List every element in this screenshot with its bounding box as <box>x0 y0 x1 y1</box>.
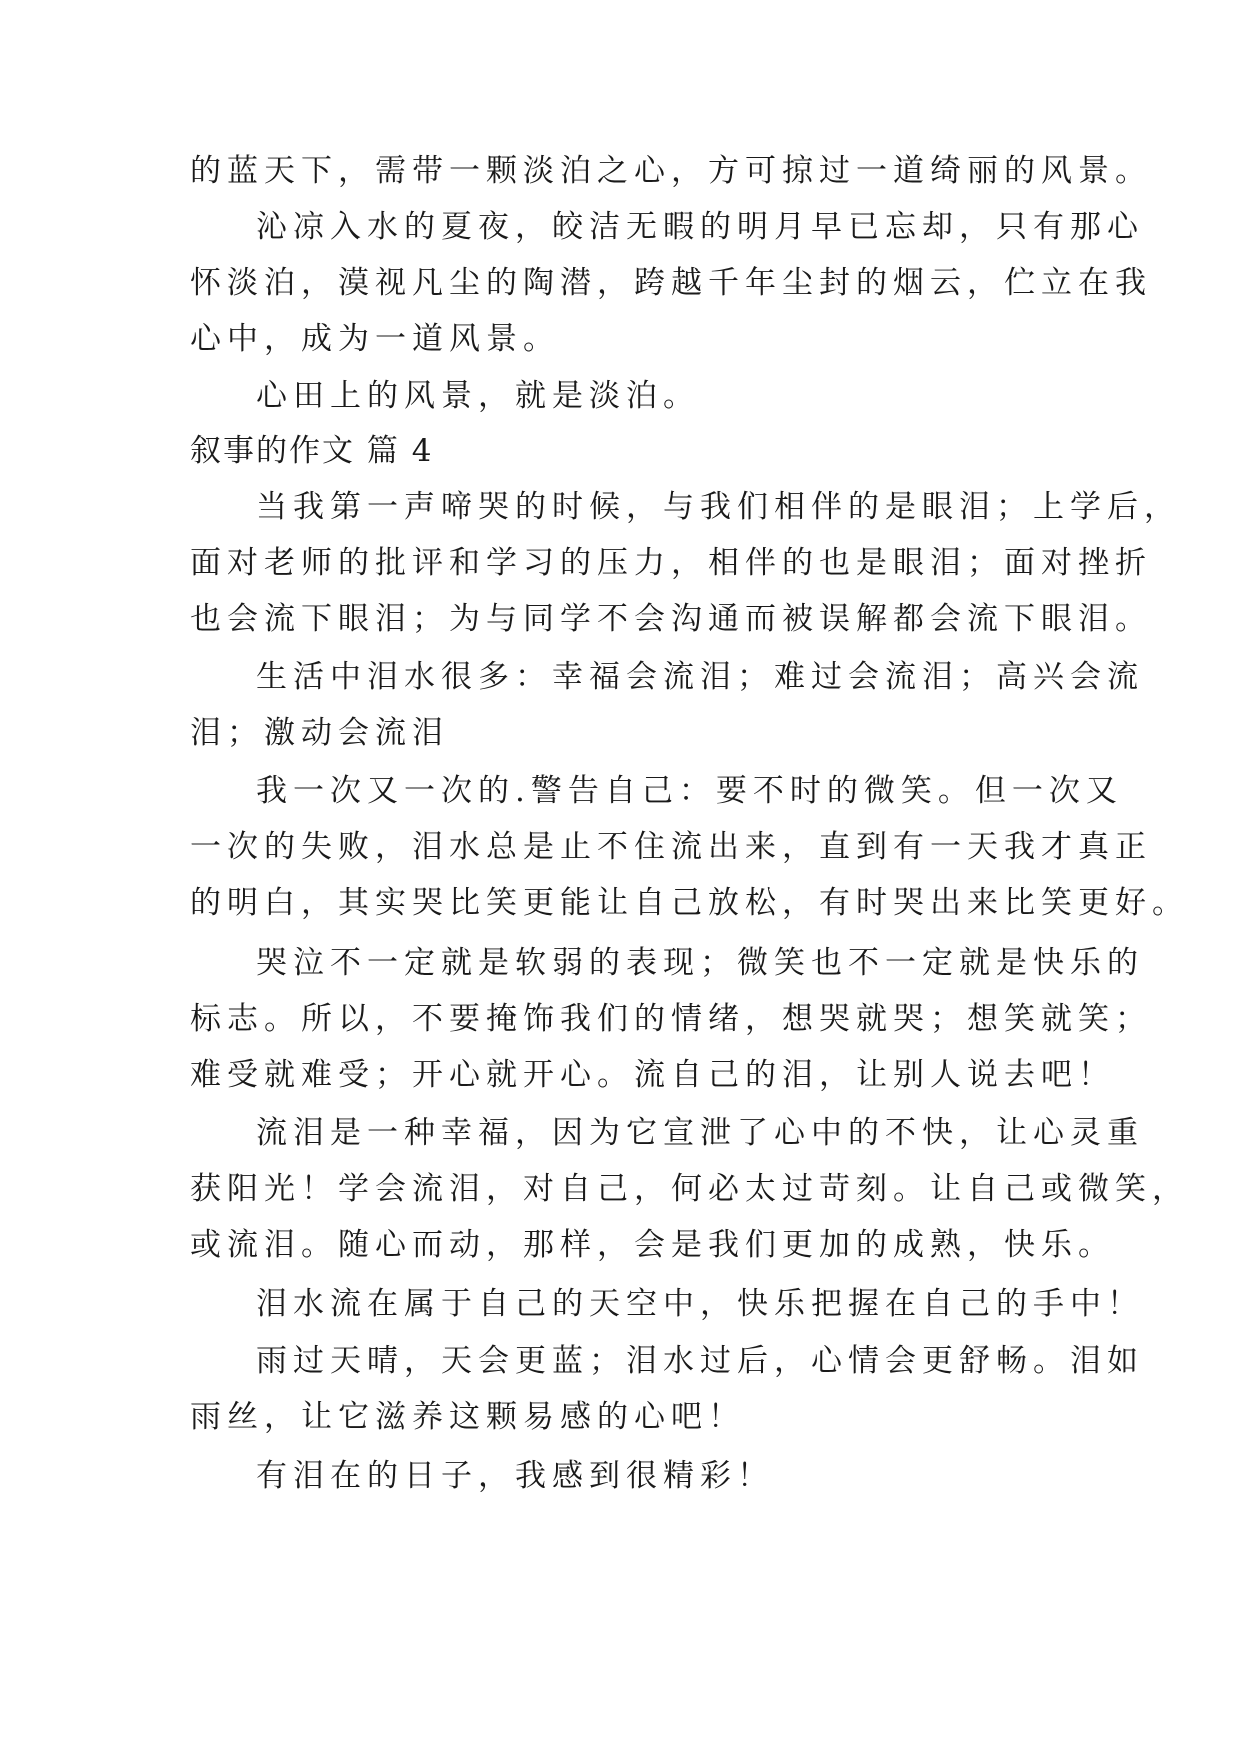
text-line: 我一次又一次的.警告自己：要不时的微笑。但一次又 <box>256 773 1123 809</box>
text-line: 流泪是一种幸福，因为它宣泄了心中的不快，让心灵重 <box>256 1115 1144 1151</box>
text-line: 的蓝天下，需带一颗淡泊之心，方可掠过一道绮丽的风景。 <box>190 153 1152 189</box>
text-line: 沁凉入水的夏夜，皎洁无暇的明月早已忘却，只有那心 <box>256 209 1144 245</box>
text-line: 标志。所以，不要掩饰我们的情绪，想哭就哭；想笑就笑； <box>190 1001 1152 1037</box>
text-line: 哭泣不一定就是软弱的表现；微笑也不一定就是快乐的 <box>256 945 1144 981</box>
text-line: 获阳光！学会流泪，对自己，何必太过苛刻。让自己或微笑， <box>190 1171 1189 1207</box>
text-line: 当我第一声啼哭的时候，与我们相伴的是眼泪；上学后， <box>256 489 1181 525</box>
text-line: 或流泪。随心而动，那样，会是我们更加的成熟，快乐。 <box>190 1227 1115 1263</box>
text-line: 心中，成为一道风景。 <box>190 321 560 357</box>
text-line: 难受就难受；开心就开心。流自己的泪，让别人说去吧！ <box>190 1057 1115 1093</box>
text-line: 怀淡泊，漠视凡尘的陶潜，跨越千年尘封的烟云，伫立在我 <box>190 265 1152 301</box>
text-line: 生活中泪水很多：幸福会流泪；难过会流泪；高兴会流 <box>256 659 1144 695</box>
text-line: 泪；激动会流泪 <box>190 715 449 751</box>
text-line: 的明白，其实哭比笑更能让自己放松，有时哭出来比笑更好。 <box>190 885 1189 921</box>
text-line: 也会流下眼泪；为与同学不会沟通而被误解都会流下眼泪。 <box>190 601 1152 637</box>
text-line: 雨丝，让它滋养这颗易感的心吧！ <box>190 1399 745 1435</box>
text-line: 雨过天晴，天会更蓝；泪水过后，心情会更舒畅。泪如 <box>256 1343 1144 1379</box>
text-line: 面对老师的批评和学习的压力，相伴的也是眼泪；面对挫折 <box>190 545 1152 581</box>
text-line: 有泪在的日子，我感到很精彩！ <box>256 1458 774 1494</box>
text-line: 心田上的风景，就是淡泊。 <box>256 378 700 414</box>
section-heading: 叙事的作文 篇 4 <box>190 433 434 469</box>
text-line: 泪水流在属于自己的天空中，快乐把握在自己的手中！ <box>256 1286 1144 1322</box>
text-line: 一次的失败，泪水总是止不住流出来，直到有一天我才真正 <box>190 829 1152 865</box>
